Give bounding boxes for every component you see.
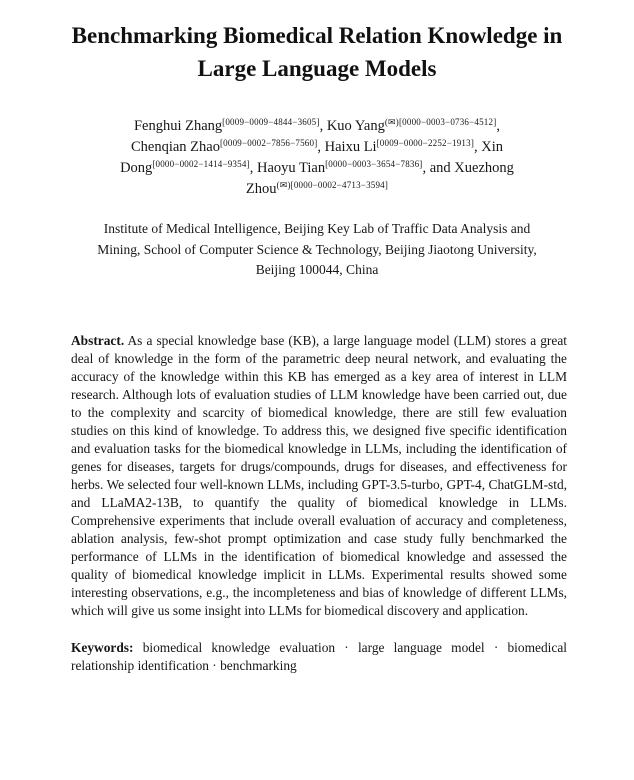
authors-block <box>0 116 634 200</box>
author-line <box>0 158 634 179</box>
author-name: Fenghui Zhang <box>133 118 223 134</box>
author-separator: , and Xuezhong <box>422 160 514 176</box>
orcid-superscript: [0000−0003−0736−4512] <box>398 117 497 127</box>
author-name: Dong <box>120 160 153 176</box>
abstract-label: Abstract. <box>71 332 125 348</box>
envelope-icon: (✉) <box>384 117 399 127</box>
abstract-section <box>71 332 567 675</box>
author-separator: , Xin <box>474 139 504 155</box>
keywords-section <box>71 639 567 675</box>
orcid-superscript: [0000−0002−4713−3594] <box>290 180 389 190</box>
title-line-1: Benchmarking Biomedical Relation Knowledge in <box>71 23 563 48</box>
title-line-2: Large Language Models <box>197 56 437 81</box>
keywords-text: biomedical knowledge evaluation · large language model · biomedical relationship identification · benchmarking <box>71 639 567 673</box>
abstract-text: As a special knowledge base (KB), a large language model (LLM) stores a great deal of knowledge in the form of the parametric deep neural network, and evaluating the accuracy of the knowledge within this KB has emerged as a key area of interest in LLM research. Although lots of evaluation studies of LLM knowledge have been carried out, due to the complexity and scarcity of biomedical knowledge, there are still few evaluation studies on this kind of knowledge. To address this, we designed five specific identification and evaluation tasks for the biomedical knowledge in LLMs, including the identification of genes for diseases, targets for drugs/compounds, drugs for diseases, and effectiveness for herbs. We selected four well-known LLMs, including GPT-3.5-turbo, GPT-4, ChatGLM-std, and LLaMA2-13B, to quantify the quality of biomedical knowledge in LLMs. Comprehensive experiments that include overall evaluation of accuracy and completeness, ablation analysis, few-shot prompt optimization and case study fully benchmarked the performance of LLMs in the identification of biomedical knowledge and assessed the quality of biomedical knowledge implicit in LLMs. Experimental results showed some interesting observations, e.g., the incompleteness and bias of knowledge of different LLMs, which will give us some insight into LLMs for biomedical discovery and application. <box>71 332 568 618</box>
affiliation <box>0 219 634 281</box>
author-name: , Haixu Li <box>317 139 377 155</box>
abstract-paragraph <box>71 332 567 620</box>
author-line <box>0 137 634 158</box>
envelope-icon: (✉) <box>276 180 291 190</box>
author-name: , Kuo Yang <box>319 118 385 134</box>
orcid-superscript: [0009−0009−4844−3605] <box>222 117 320 127</box>
paper-title <box>0 0 634 85</box>
orcid-superscript: [0000−0003−3654−7836] <box>325 159 423 169</box>
keywords-label: Keywords: <box>71 639 134 655</box>
author-name: , Haoyu Tian <box>249 160 326 176</box>
affiliation-line: Institute of Medical Intelligence, Beijing Key Lab of Traffic Data Analysis and <box>103 221 531 236</box>
orcid-superscript: [0009−0000−2252−1913] <box>376 138 475 148</box>
author-separator: , <box>496 118 501 134</box>
affiliation-line: Beijing 100044, China <box>255 262 379 277</box>
affiliation-line: Mining, School of Computer Science & Technology, Beijing Jiaotong University, <box>97 241 537 257</box>
orcid-superscript: [0009−0002−7856−7560] <box>219 138 318 148</box>
orcid-superscript: [0000−0002−1414−9354] <box>152 159 250 169</box>
author-name: Chenqian Zhao <box>130 139 220 155</box>
author-line <box>0 179 634 200</box>
author-name: Zhou <box>245 181 277 197</box>
author-line <box>0 116 634 137</box>
